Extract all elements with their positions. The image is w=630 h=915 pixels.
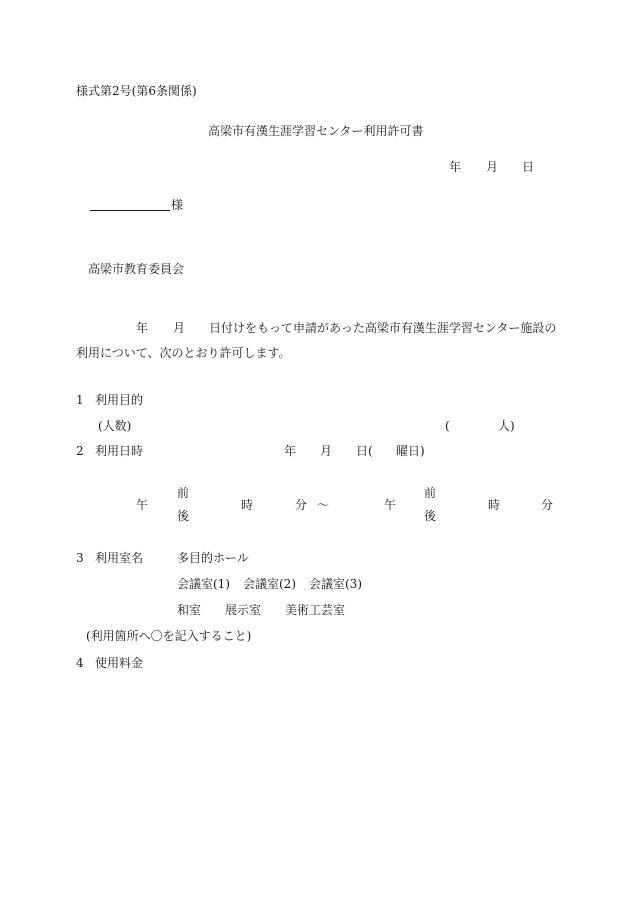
time-range-tilde: 〜 [317,498,330,512]
item4-label: 使用料金 [95,656,144,670]
end-hour-label: 時 [488,498,501,512]
item2-day-open: 日( [356,444,373,458]
room-japanese-style: 和室 [177,603,202,617]
start-am-label: 前 [177,486,190,500]
item1-people-label: (人数) [98,419,132,433]
item2-weekday-close: 曜日) [396,444,425,458]
item2-year-label: 年 [284,444,297,458]
start-pm-label: 後 [177,509,190,523]
item2-label: 利用日時 [95,444,144,458]
form-label: 様式第2号(第6条関係) [76,84,197,98]
document-title: 高梁市有漢生涯学習センター利用許可書 [208,124,424,138]
date-month-label: 月 [486,160,499,174]
room-meeting-3: 会議室(3) [309,577,362,591]
date-year-label: 年 [449,160,462,174]
body-line2: 利用について、次のとおり許可します。 [76,346,291,360]
item1-number: 1 [76,393,84,407]
item3-label: 利用室名 [95,551,144,565]
item3-number: 3 [76,551,84,565]
addressee-suffix: 様 [171,198,184,212]
room-meeting-2: 会議室(2) [243,577,296,591]
body-year-label: 年 [136,321,149,335]
end-ampm-prefix: 午 [384,498,397,512]
room-arts-crafts: 美術工芸室 [285,603,346,617]
item1-people-unit: 人) [498,419,515,433]
end-minute-label: 分 [541,498,554,512]
end-pm-label: 後 [424,509,437,523]
room-multipurpose-hall: 多目的ホール [177,551,249,565]
room-exhibition: 展示室 [225,603,262,617]
item1-people-open: ( [445,419,450,433]
start-ampm-prefix: 午 [136,498,149,512]
item4-number: 4 [76,656,84,670]
item2-number: 2 [76,444,84,458]
end-am-label: 前 [424,486,437,500]
issuer-name: 高梁市教育委員会 [88,262,185,276]
item1-label: 利用目的 [95,393,144,407]
item2-month-label: 月 [320,444,333,458]
room-meeting-1: 会議室(1) [177,577,230,591]
body-month-label: 月 [173,321,186,335]
start-hour-label: 時 [241,498,254,512]
body-line1: 日付けをもって申請があった高梁市有漢生涯学習センター施設の [209,321,557,335]
item3-note: (利用箇所へ〇を記入すること) [86,629,252,643]
date-day-label: 日 [522,160,535,174]
start-minute-label: 分 [295,498,308,512]
addressee-name-line [90,210,170,211]
